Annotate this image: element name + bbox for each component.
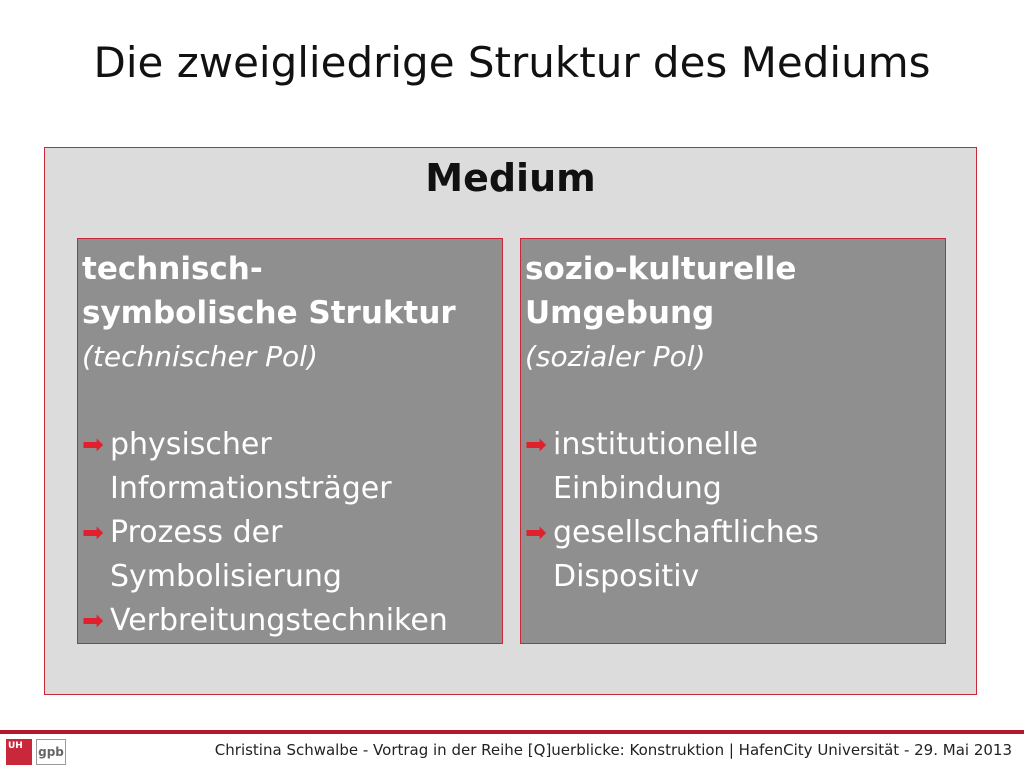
medium-box — [44, 147, 977, 695]
arrow-right-icon: ➡ — [525, 430, 547, 460]
pole-heading-line2: symbolische Struktur — [82, 295, 456, 331]
bullet-list — [525, 423, 945, 599]
slide-title: Die zweigliedrige Struktur des Mediums — [93, 38, 931, 87]
university-logo: UH — [6, 739, 32, 765]
pole-heading-line1: technisch- — [82, 251, 263, 287]
bullet-line2: Dispositiv — [553, 559, 700, 594]
bullet-line2: Einbindung — [553, 471, 722, 506]
footer-divider — [0, 730, 1024, 734]
medium-label: Medium — [425, 156, 596, 200]
arrow-right-icon: ➡ — [525, 518, 547, 548]
bullet-item — [525, 511, 945, 599]
bullet-item — [82, 599, 502, 643]
footer-credit: Christina Schwalbe - Vortrag in der Reihe [Q]uerblicke: Konstruktion | HafenCity Universität - 29. Mai 2013 — [214, 741, 1012, 759]
bullet-line1: Prozess der — [110, 515, 283, 550]
pole-subtitle: (technischer Pol) — [82, 340, 318, 373]
pole-subtitle: (sozialer Pol) — [525, 340, 706, 373]
bullet-line1: institutionelle — [553, 427, 758, 462]
bullet-item — [82, 511, 502, 599]
bullet-list — [82, 423, 502, 643]
pole-heading-line2: Umgebung — [525, 295, 715, 331]
bullet-line1: gesellschaftliches — [553, 515, 819, 550]
bullet-line2: Symbolisierung — [110, 559, 342, 594]
pole-heading-line1: sozio-kulturelle — [525, 251, 797, 287]
technical-pole-box — [77, 238, 503, 644]
bullet-item — [82, 423, 502, 511]
bullet-item — [525, 423, 945, 511]
arrow-right-icon: ➡ — [82, 518, 104, 548]
arrow-right-icon: ➡ — [82, 430, 104, 460]
bullet-line1: Verbreitungstechniken — [110, 603, 448, 638]
arrow-right-icon: ➡ — [82, 606, 104, 636]
institute-logo: gpb — [36, 739, 66, 765]
social-pole-box — [520, 238, 946, 644]
bullet-line2: Informationsträger — [110, 471, 392, 506]
bullet-line1: physischer — [110, 427, 272, 462]
